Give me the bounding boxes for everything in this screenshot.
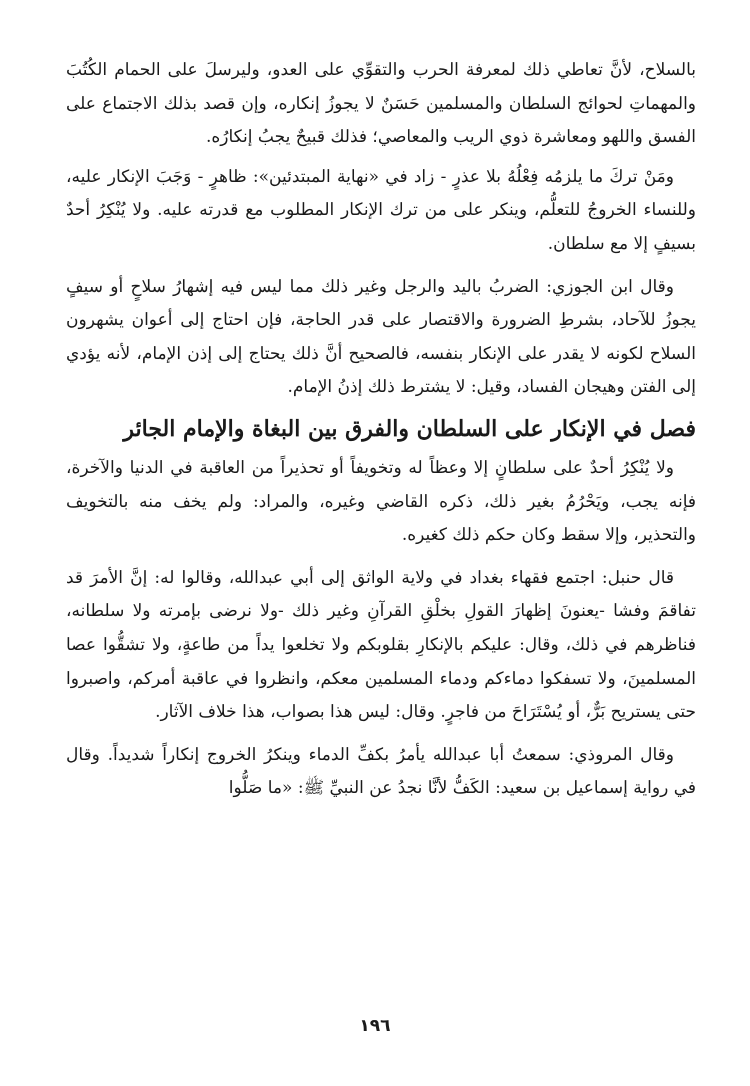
- page-number: ١٩٦: [359, 1016, 391, 1036]
- paragraph-3: وقال ابن الجوزي: الضربُ باليد والرجل وغير ذلك مما ليس فيه إشهارُ سلاحٍ أو سيفٍ يجوزُ للآحاد، بشرطِ الضرورة والاقتصار على قدر الحاجة، فإن احتاج إلى أعوان يشهرون السلاح لكونه لا يقدر على الإنكار بنفسه، فالصحيح أنَّ ذلك يحتاج إلى إذن الإمام، لأنه يؤدي إلى الفتن وهيجان الفساد، وقيل: لا يشترط ذلك إذنُ الإمام.: [66, 276, 696, 398]
- paragraph-6: وقال المروذي: سمعتُ أبا عبدالله يأمرُ بكفِّ الدماء وينكرُ الخروج إنكاراً شديداً. وقال في رواية إسماعيل بن سعيد: الكَفُّ لأنَّا نجدُ عن النبيِّ ﷺ: «ما صَلُّوا: [66, 744, 696, 799]
- paragraph-4: ولا يُنْكِرُ أحدٌ على سلطانٍ إلا وعظاً له وتخويفاً أو تحذيراً من العاقبة في الدنيا والآخرة، فإنه يجب، ويَحْرُمُ بغير ذلك، ذكره القاضي وغيره، والمراد: ولم يخف منه بالتخويف والتحذير، وإلا سقط وكان حكم ذلك كغيره.: [66, 457, 696, 546]
- paragraph-5: قال حنبل: اجتمع فقهاء بغداد في ولاية الواثق إلى أبي عبدالله، وقالوا له: إنَّ الأمرَ قد تفاقمَ وفشا -يعنونَ إظهارَ القولِ بخلْقِ القرآنِ وغير ذلك -ولا نرضى بإمرته ولا سلطانه، فناظرهم في ذلك، وقال: عليكم بالإنكارِ بقلوبكم ولا تخلعوا يداً من طاعةٍ، ولا تشقُّوا عصا المسلمينَ، ولا تسفكوا دماءكم ودماء المسلمين معكم، وانظروا في عاقبة أمركم، واصبروا حتى يستريح بَرٌّ، أو يُسْتَرَاحَ من فاجرٍ. وقال: ليس هذا بصواب، هذا خلاف الآثار.: [66, 567, 696, 723]
- section-heading: فصل في الإنكار على السلطان والفرق بين البغاة والإمام الجائر: [123, 415, 696, 442]
- paragraph-1: بالسلاح، لأنَّ تعاطي ذلك لمعرفة الحرب والتقوِّي على العدو، وليرسلَ على الحمام الكُتُبَ والمهماتِ لحوائج السلطان والمسلمين حَسَنٌ لا يجوزُ إنكاره، وإن قصد بذلك الاجتماع على الفسق واللهو ومعاشرة ذوي الريب والمعاصي؛ فذلك قبيحٌ يجبُ إنكارُه.: [66, 60, 696, 148]
- page-body: [66, 54, 696, 806]
- paragraph-2: ومَنْ تركَ ما يلزمُه فِعْلُهُ بلا عذرٍ - زاد في «نهاية المبتدئين»: ظاهرٍ - وَجَبَ الإنكار عليه، وللنساء الخروجُ للتعلُّم، وينكر على من ترك الإنكار المطلوب مع قدرته عليه. ولا يُنْكِرُ أحدٌ بسيفٍ إلا مع سلطان.: [66, 166, 696, 254]
